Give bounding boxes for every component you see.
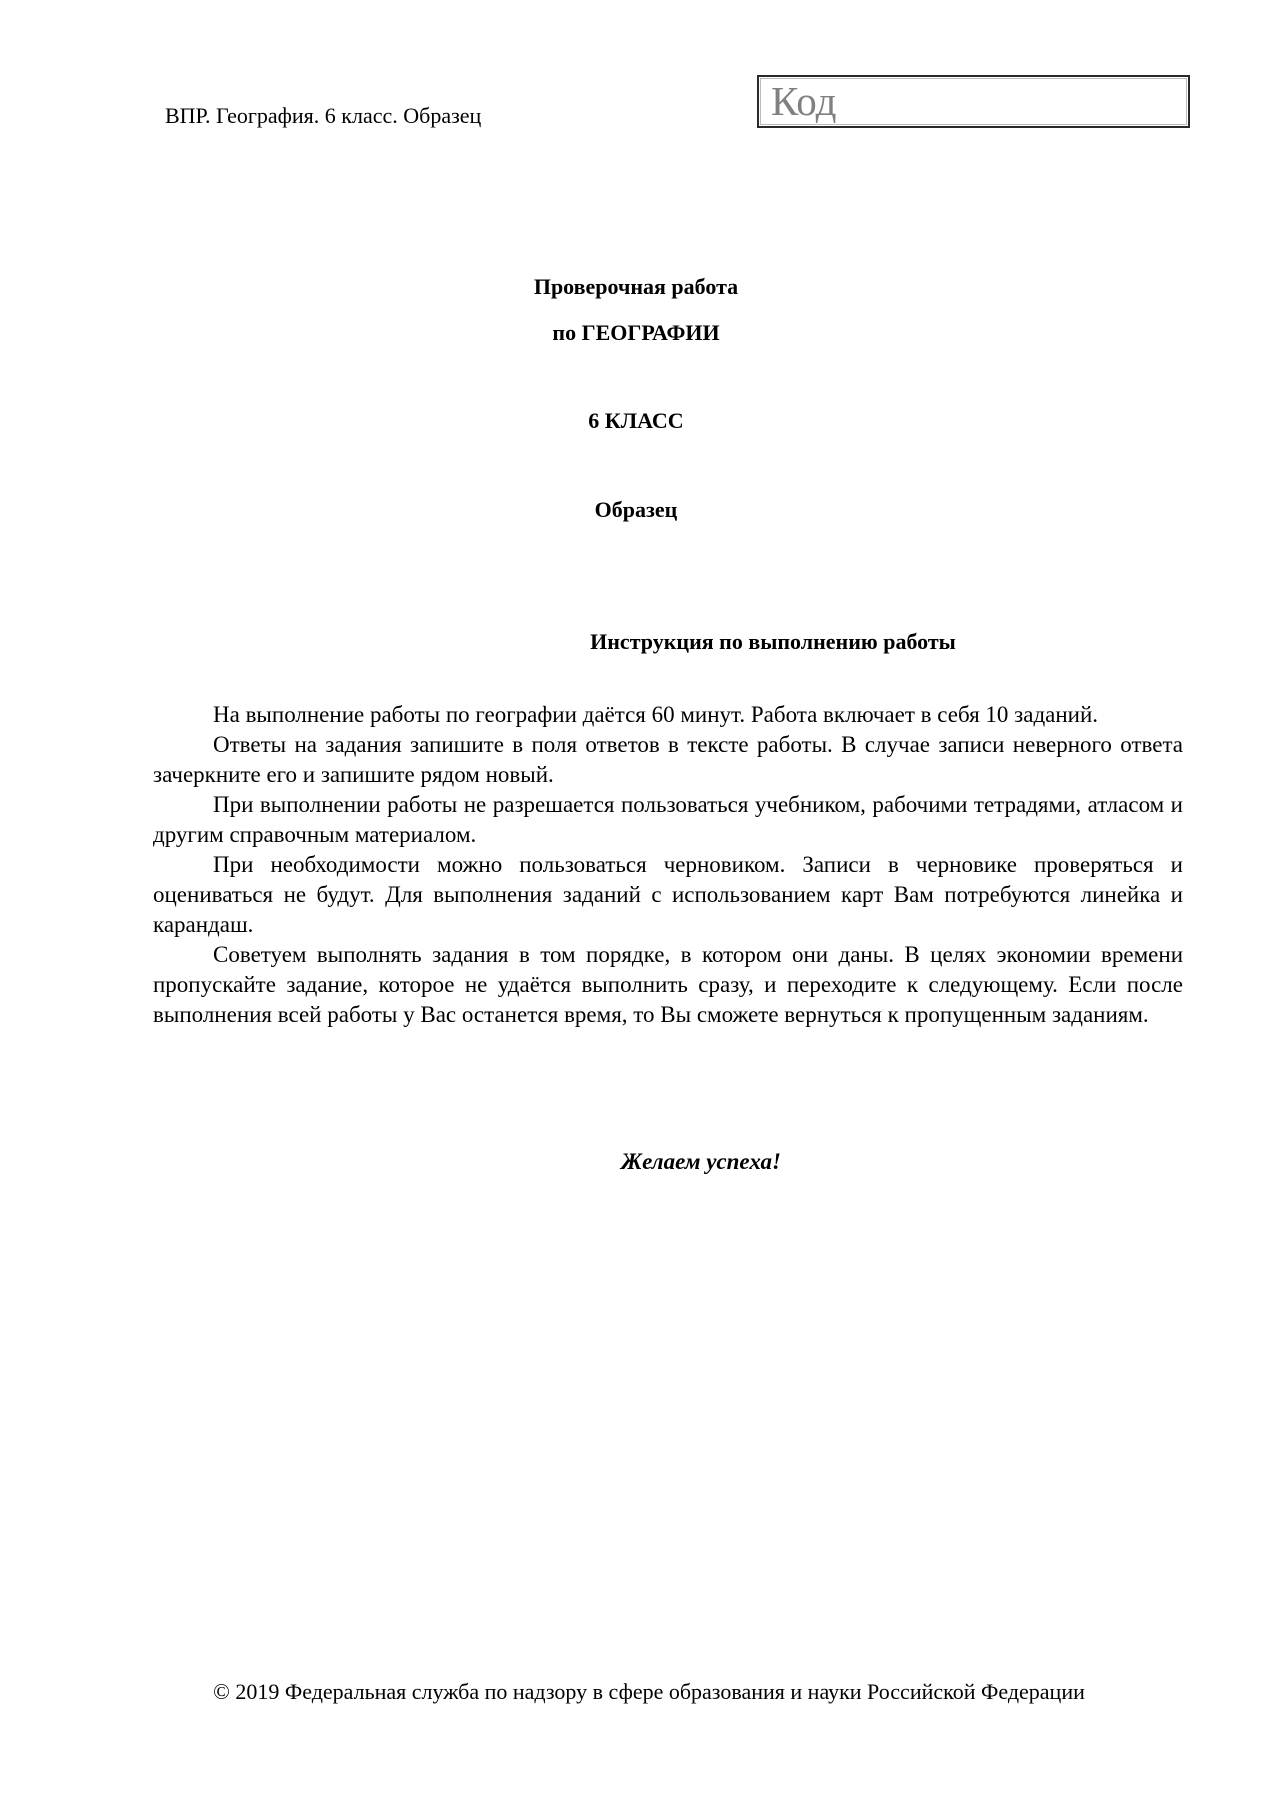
code-field[interactable]	[757, 75, 1190, 128]
code-field-label: Код	[771, 78, 837, 124]
instruction-paragraph: Советуем выполнять задания в том порядке, в котором они даны. В целях экономии времени пропускайте задание, которое не удаётся выполнить сразу, и переходите к следующему. Если после выполнения всей работы у Вас останется время, то Вы сможете вернуться к пропущенным заданиям.	[153, 942, 1183, 1027]
title-line-2: по ГЕОГРАФИИ	[552, 320, 720, 345]
instruction-paragraph: На выполнение работы по географии даётся 60 минут. Работа включает в себя 10 заданий.	[213, 702, 1099, 727]
instruction-paragraph: При выполнении работы не разрешается пользоваться учебником, рабочими тетрадями, атласом и другим справочным материалом.	[153, 792, 1183, 847]
closing-wish: Желаем успеха!	[621, 1149, 781, 1174]
instruction-paragraph: При необходимости можно пользоваться черновиком. Записи в черновике проверяться и оцениваться не будут. Для выполнения заданий с использованием карт Вам потребуются линейка и карандаш.	[153, 852, 1183, 937]
running-header: ВПР. География. 6 класс. Образец	[165, 103, 482, 128]
variant-title: Образец	[594, 497, 678, 522]
instruction-paragraph: Ответы на задания запишите в поля ответов в тексте работы. В случае записи неверного ответа зачеркните его и запишите рядом новый.	[153, 732, 1183, 787]
copyright-footer: © 2019 Федеральная служба по надзору в сфере образования и науки Российской Федерации	[213, 1679, 1085, 1704]
grade-title: 6 КЛАСС	[588, 408, 684, 433]
instructions-body	[153, 700, 1183, 1030]
instructions-heading: Инструкция по выполнению работы	[590, 629, 956, 654]
title-line-1: Проверочная работа	[533, 274, 739, 299]
